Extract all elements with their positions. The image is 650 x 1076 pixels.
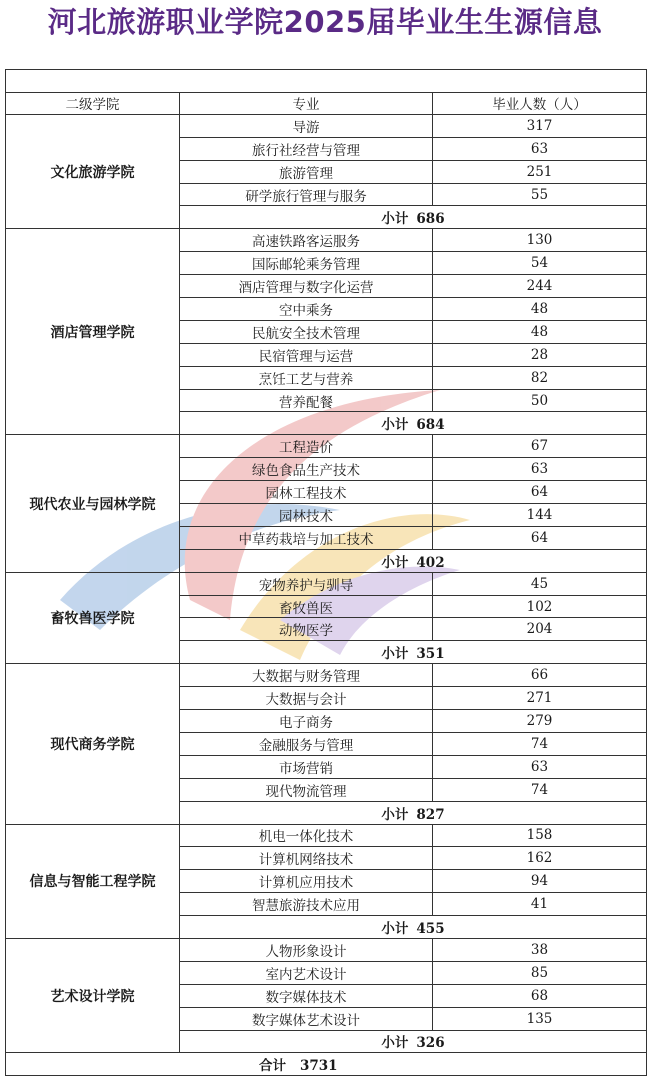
college-name: 畜牧兽医学院 <box>6 572 180 664</box>
graduate-count: 66 <box>433 664 647 687</box>
subtotal-value: 402 <box>416 554 445 571</box>
major-name: 计算机网络技术 <box>180 847 433 870</box>
major-name: 营养配餐 <box>180 389 433 412</box>
table-spacer-row <box>6 70 647 93</box>
graduate-count: 63 <box>433 137 647 160</box>
graduate-count: 48 <box>433 298 647 321</box>
major-name: 市场营销 <box>180 755 433 778</box>
graduate-count: 82 <box>433 366 647 389</box>
graduate-count: 204 <box>433 618 647 641</box>
graduate-count: 162 <box>433 847 647 870</box>
major-name: 计算机应用技术 <box>180 870 433 893</box>
subtotal-label: 小计 <box>381 921 409 937</box>
major-name: 研学旅行管理与服务 <box>180 183 433 206</box>
college-name: 现代商务学院 <box>6 664 180 824</box>
major-name: 园林工程技术 <box>180 481 433 504</box>
major-name: 高速铁路客运服务 <box>180 229 433 252</box>
table-body <box>6 114 647 1075</box>
table-row <box>6 229 647 252</box>
major-name: 导游 <box>180 114 433 137</box>
major-name: 酒店管理与数字化运营 <box>180 275 433 298</box>
graduate-count: 38 <box>433 938 647 961</box>
subtotal-value: 351 <box>416 646 445 663</box>
graduate-count: 55 <box>433 183 647 206</box>
major-name: 畜牧兽医 <box>180 595 433 618</box>
major-name: 宠物养护与驯导 <box>180 572 433 595</box>
graduate-count: 158 <box>433 824 647 847</box>
table-row <box>6 938 647 961</box>
header-major: 专业 <box>180 92 433 114</box>
graduate-count: 85 <box>433 961 647 984</box>
major-name: 现代物流管理 <box>180 778 433 801</box>
table-row <box>6 824 647 847</box>
graduate-count: 251 <box>433 160 647 183</box>
graduate-count: 271 <box>433 687 647 710</box>
header-college: 二级学院 <box>6 92 180 114</box>
graduate-count: 317 <box>433 114 647 137</box>
major-name: 金融服务与管理 <box>180 732 433 755</box>
graduate-count: 102 <box>433 595 647 618</box>
major-name: 数字媒体艺术设计 <box>180 1007 433 1030</box>
subtotal-value: 684 <box>416 417 445 434</box>
major-name: 人物形象设计 <box>180 938 433 961</box>
graduate-count: 63 <box>433 458 647 481</box>
major-name: 空中乘务 <box>180 298 433 321</box>
subtotal-label: 小计 <box>381 1035 409 1052</box>
major-name: 烹饪工艺与营养 <box>180 366 433 389</box>
major-name: 中草药栽培与加工技术 <box>180 526 433 549</box>
major-name: 大数据与财务管理 <box>180 664 433 687</box>
graduate-count: 54 <box>433 252 647 275</box>
graduate-count: 64 <box>433 481 647 504</box>
table-row <box>6 664 647 687</box>
subtotal-label: 小计 <box>381 554 409 571</box>
major-name: 电子商务 <box>180 710 433 733</box>
page-title: 河北旅游职业学院2025届毕业生生源信息 <box>47 5 603 39</box>
subtotal-label: 小计 <box>381 806 409 823</box>
major-name: 旅行社经营与管理 <box>180 137 433 160</box>
major-name: 民航安全技术管理 <box>180 320 433 343</box>
major-name: 数字媒体技术 <box>180 984 433 1007</box>
major-name: 工程造价 <box>180 435 433 458</box>
major-name: 动物医学 <box>180 618 433 641</box>
graduate-count: 279 <box>433 710 647 733</box>
graduate-count: 63 <box>433 755 647 778</box>
graduate-count: 130 <box>433 229 647 252</box>
college-name: 艺术设计学院 <box>6 938 180 1052</box>
total-row <box>6 1053 647 1076</box>
graduate-count: 50 <box>433 389 647 412</box>
graduate-count: 74 <box>433 778 647 801</box>
major-name: 智慧旅游技术应用 <box>180 893 433 916</box>
table-header-row <box>6 92 647 114</box>
header-count: 毕业人数（人） <box>433 92 647 114</box>
graduate-count: 45 <box>433 572 647 595</box>
subtotal-value: 455 <box>416 921 445 937</box>
table-row <box>6 114 647 137</box>
major-name: 旅游管理 <box>180 160 433 183</box>
major-name: 室内艺术设计 <box>180 961 433 984</box>
subtotal-value: 686 <box>416 211 445 228</box>
graduate-count: 41 <box>433 893 647 916</box>
major-name: 国际邮轮乘务管理 <box>180 252 433 275</box>
college-name: 文化旅游学院 <box>6 114 180 228</box>
graduate-count: 244 <box>433 275 647 298</box>
table-row <box>6 572 647 595</box>
college-name: 酒店管理学院 <box>6 229 180 435</box>
subtotal-value: 326 <box>416 1035 445 1052</box>
college-name: 信息与智能工程学院 <box>6 824 180 938</box>
total-label: 合计 <box>259 1058 286 1075</box>
graduate-count: 94 <box>433 870 647 893</box>
table-row <box>6 435 647 458</box>
graduate-count: 74 <box>433 732 647 755</box>
total-value: 3731 <box>300 1058 338 1075</box>
major-name: 民宿管理与运营 <box>180 343 433 366</box>
graduate-count: 135 <box>433 1007 647 1030</box>
major-name: 绿色食品生产技术 <box>180 458 433 481</box>
graduate-count: 48 <box>433 320 647 343</box>
major-name: 大数据与会计 <box>180 687 433 710</box>
graduate-count: 67 <box>433 435 647 458</box>
graduate-count: 64 <box>433 526 647 549</box>
graduate-count: 28 <box>433 343 647 366</box>
graduate-table <box>5 69 647 1076</box>
college-name: 现代农业与园林学院 <box>6 435 180 572</box>
subtotal-label: 小计 <box>381 646 409 663</box>
major-name: 机电一体化技术 <box>180 824 433 847</box>
graduate-count: 68 <box>433 984 647 1007</box>
graduate-count: 144 <box>433 504 647 527</box>
major-name: 园林技术 <box>180 504 433 527</box>
subtotal-label: 小计 <box>381 417 409 434</box>
subtotal-value: 827 <box>416 806 445 823</box>
subtotal-label: 小计 <box>381 211 409 228</box>
